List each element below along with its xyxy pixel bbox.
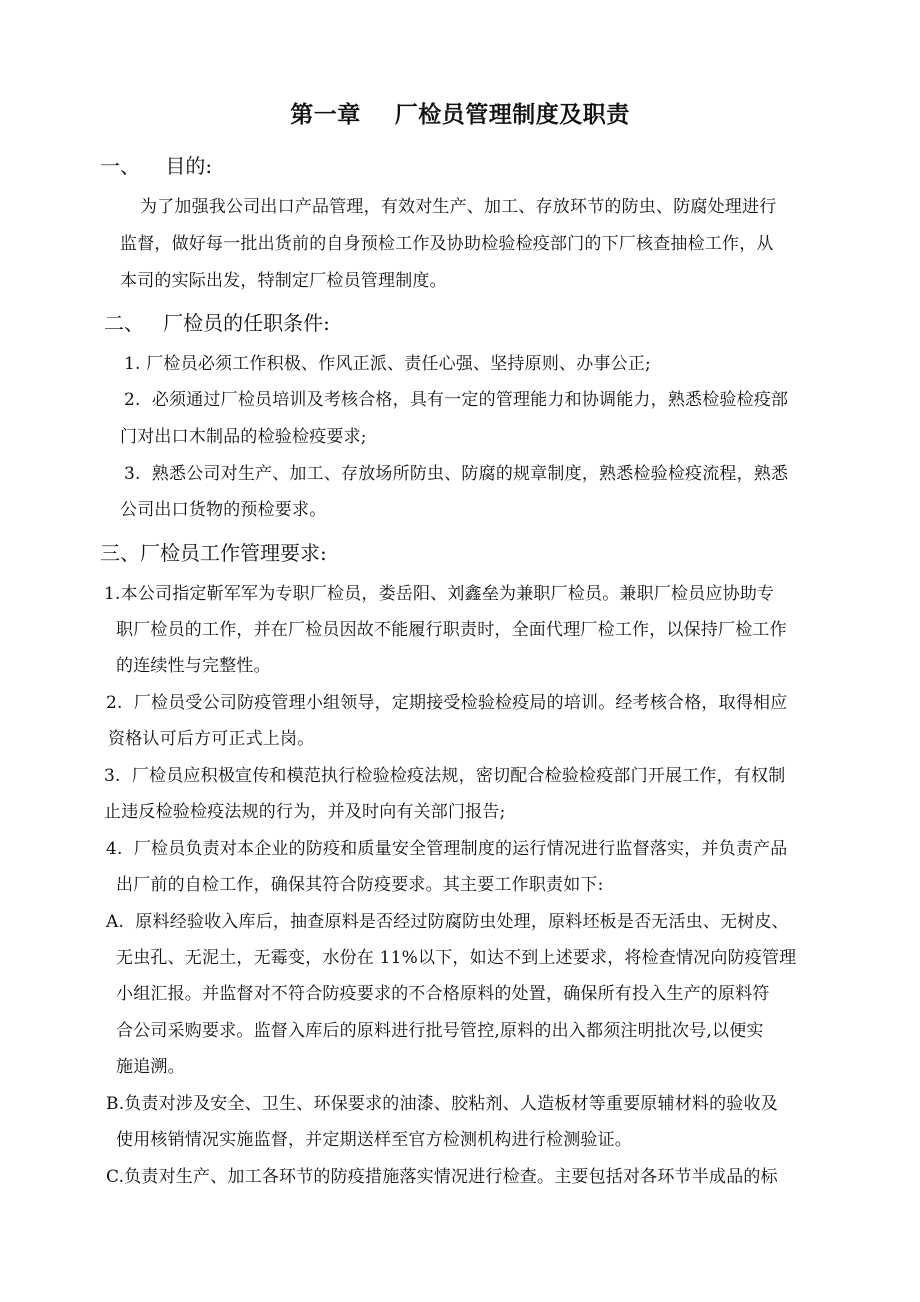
list-item: 3. 熟悉公司对生产、加工、存放场所防虫、防腐的规章制度，熟悉检验检疫流程，熟悉 (124, 464, 789, 484)
paragraph-line: 为了加强我公司出口产品管理，有效对生产、加工、存放环节的防虫、防腐处理进行 (140, 197, 777, 217)
list-item: 2. 厂检员受公司防疫管理小组领导，定期接受检验检疫局的培训。经考核合格，取得相应 (106, 693, 788, 713)
section-heading-work-requirements: 三、厂检员工作管理要求: (100, 541, 327, 565)
sub-item: C.负责对生产、加工各环节的防疫措施落实情况进行检查。主要包括对各环节半成品的标 (106, 1167, 778, 1187)
list-item-continued: 公司出口货物的预检要求。 (120, 500, 327, 520)
list-item-continued: 出厂前的自检工作，确保其符合防疫要求。其主要工作职责如下: (116, 875, 604, 895)
sub-item-continued: 施追溯。 (116, 1057, 185, 1077)
section-heading-qualifications: 二、 厂检员的任职条件: (104, 311, 330, 335)
list-item-continued: 止违反检验检疫法规的行为，并及时向有关部门报告; (104, 802, 506, 822)
page-title: 第一章 厂检员管理制度及职责 (290, 102, 630, 128)
sub-item: B.负责对涉及安全、卫生、环保要求的油漆、胶粘剂、人造板材等重要原辅材料的验收及 (106, 1094, 778, 1114)
list-item-continued: 职厂检员的工作，并在厂检员因故不能履行职责时，全面代理厂检工作，以保持厂检工作 (116, 620, 787, 640)
list-item: 4. 厂检员负责对本企业的防疫和质量安全管理制度的运行情况进行监督落实，并负责产品 (106, 839, 788, 859)
list-item: 2. 必须通过厂检员培训及考核合格，具有一定的管理能力和协调能力，熟悉检验检疫部 (124, 390, 789, 410)
section-heading-purpose: 一、 目的: (100, 154, 213, 178)
paragraph-line: 监督，做好每一批出货前的自身预检工作及协助检验检疫部门的下厂核查抽检工作，从 (120, 234, 774, 254)
list-item: 1. 厂检员必须工作积极、作风正派、责任心强、坚持原则、办事公正; (124, 354, 651, 374)
sub-item-continued: 使用核销情况实施监督，并定期送样至官方检测机构进行检测验证。 (116, 1130, 632, 1150)
list-item: 3. 厂检员应积极宣传和模范执行检验检疫法规，密切配合检验检疫部门开展工作，有权制 (104, 766, 786, 786)
list-item-continued: 的连续性与完整性。 (116, 656, 271, 676)
sub-item-continued: 无虫孔、无泥土，无霉变，水份在 11%以下，如达不到上述要求，将检查情况向防疫管理 (116, 948, 797, 968)
paragraph-line: 本司的实际出发，特制定厂检员管理制度。 (120, 271, 447, 291)
sub-item-continued: 小组汇报。并监督对不符合防疫要求的不合格原料的处置，确保所有投入生产的原料符 (116, 984, 770, 1004)
list-item-continued: 资格认可后方可正式上岗。 (108, 729, 315, 749)
sub-item-continued: 合公司采购要求。监督入库后的原料进行批号管控,原料的出入都须注明批次号,以便实 (116, 1021, 764, 1041)
list-item-continued: 门对出口木制品的检验检疫要求; (120, 427, 367, 447)
sub-item: A. 原料经验收入库后，抽查原料是否经过防腐防虫处理，原料坯板是否无活虫、无树皮、 (106, 912, 789, 932)
list-item: 1.本公司指定靳军军为专职厂检员，娄岳阳、刘鑫垒为兼职厂检员。兼职厂检员应协助专 (104, 584, 775, 604)
